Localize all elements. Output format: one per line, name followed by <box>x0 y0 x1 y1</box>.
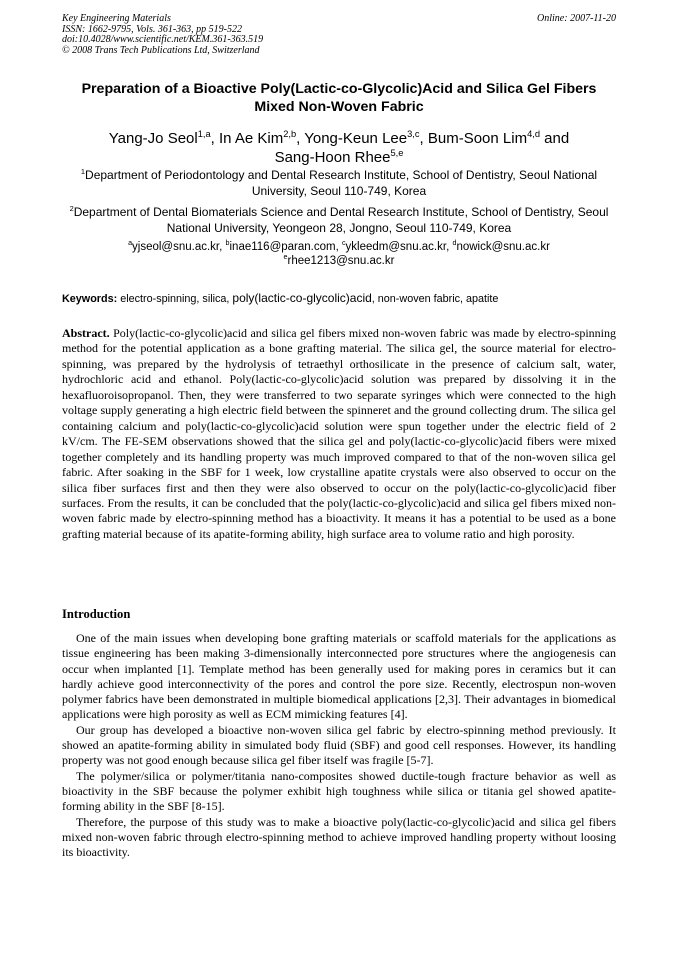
email-sup: a <box>128 239 133 248</box>
keywords-text: poly(lactic-co-glycolic)acid <box>232 291 372 305</box>
author-sup: 2,b <box>283 129 297 139</box>
email <box>284 255 395 267</box>
email-separator: , <box>446 241 453 253</box>
paragraph: The polymer/silica or polymer/titania nano-composites showed ductile-tough fracture behavior as well as bioactivity in the SBF because the polymer exhibit high toughness while silica or titania gel showed apatite-forming ability in the SBF [8-15]. <box>62 768 616 814</box>
author <box>428 130 569 147</box>
affiliation-text: Department of Periodontology and Dental Research Institute, School of Dentistry, Seoul National University, Seoul 110-749, Korea <box>85 168 598 198</box>
paragraph: Our group has developed a bioactive non-woven silica gel fabric by electro-spinning method previously. It showed an apatite-forming ability in simulated body fluid (SBF) and good cell responses. However, its handling property was not good enough because silica gel fiber itself was fragile [5-7]. <box>62 722 616 768</box>
abstract <box>62 326 616 542</box>
author-name: Bum-Soon Lim <box>427 130 528 147</box>
author-separator: and <box>540 130 570 147</box>
email-separator: , <box>335 241 342 253</box>
email-separator: , <box>219 241 226 253</box>
paper-title: Preparation of a Bioactive Poly(Lactic-co-Glycolic)Acid and Silica Gel Fibers Mixed Non-Woven Fabric <box>81 81 597 115</box>
email-address: yjseol@snu.ac.kr <box>132 241 220 253</box>
email <box>342 241 452 253</box>
author-name: Yong-Keun Lee <box>304 130 408 147</box>
doi-line: doi:10.4028/www.scientific.net/KEM.361-363.519 <box>62 34 264 46</box>
email-sup: c <box>341 239 346 248</box>
paragraph: Therefore, the purpose of this study was to make a bioactive poly(lactic-co-glycolic)acid and silica gel fibers mixed non-woven fabric through electro-spinning method to achieve improved handling property without loosing its bioactivity. <box>62 814 616 860</box>
email-sup: e <box>283 253 288 262</box>
affiliation-sup: 2 <box>69 204 74 213</box>
affiliation-text: Department of Dental Biomaterials Science and Dental Research Institute, School of Dentistry, Seoul National University, Yeongeon 28, Jongno, Seoul 110-749, Korea <box>73 205 609 235</box>
author <box>304 130 428 147</box>
paragraph: One of the main issues when developing bone grafting materials or scaffold materials for the applications as tissue engineering has been making 3-dimensionally interconnected pore structures where the angiogenesis can occur when implanted [1]. Template method has been generally used for making pores in ceramics but it can hardly achieve good interconnectivity of the pores and control the pore size. Recently, electrospun non-woven polymer fabrics have been demonstrated in multiple biomedical applications [2,3]. Their advantages in biomedical applications were high porosity as well as ECM mimicking features [4]. <box>62 631 616 722</box>
author-separator: , <box>210 130 219 147</box>
keywords-label: Keywords: <box>62 293 118 305</box>
abstract-text: Poly(lactic-co-glycolic)acid and silica gel fibers mixed non-woven fabric was made by electro-spinning method for the potential application as a bone grafting material. The silica gel, the source material for electro-spinning, was prepared by the hydrolysis of tetraethyl orthosilicate in the presence of calcium salt, water, hydrochloric acid and ethanol. Poly(lactic-co-glycolic)acid solution was prepared by dissolving it in the hexafluoroisopropanol. Then, they were transferred to two separate syringes which were connected to the high voltage supply generating a high electric field between the spinneret and the ground collecting drum. The silica gel containing calcium and poly(lactic-co-glycolic)acid solution were spun together under the electric field of 2 kV/cm. The FE-SEM observations showed that the silica gel and poly(lactic-co-glycolic)acid fibers were mixed together completely and its handling property was much improved compared to that of the non-woven silica gel fabric. After soaking in the SBF for 1 week, low crystalline apatite crystals were also observed to occur on the silica fiber surfaces first and then they were also observed to occur on the poly(lactic-co-glycolic)acid fiber surfaces. From the results, it can be concluded that the poly(lactic-co-glycolic)acid and silica gel fibers mixed non-woven fabric made by electro-spinning method has a bioactivity. It means it has a potential to be used as a bone grafting material because of its apatite-forming ability, high surface area to volume ratio and high porosity. <box>62 326 616 541</box>
author-separator: , <box>296 130 305 147</box>
email <box>452 241 549 253</box>
author-separator: , <box>419 130 428 147</box>
journal-name: Key Engineering Materials <box>62 13 171 24</box>
author-sup: 1,a <box>197 129 211 139</box>
author-list <box>62 130 616 167</box>
email <box>128 241 225 253</box>
author <box>219 130 304 147</box>
author-sup: 5,e <box>390 147 404 158</box>
email <box>226 241 342 253</box>
affiliation-sup: 1 <box>80 167 86 176</box>
author-name: Yang-Jo Seol <box>108 130 198 147</box>
issn-line: ISSN: 1662-9795, Vols. 361-363, pp 519-522 <box>62 23 242 35</box>
keywords-line <box>62 291 616 306</box>
affiliation-2 <box>62 205 616 236</box>
author <box>275 149 404 166</box>
author-name: In Ae Kim <box>219 130 284 147</box>
abstract-label: Abstract. <box>62 326 110 340</box>
email-address: rhee1213@snu.ac.kr <box>287 255 395 267</box>
author-sup: 4,d <box>527 129 541 139</box>
author <box>109 130 219 147</box>
keywords-text: , non-woven fabric, apatite <box>371 293 499 305</box>
email-address: inae116@paran.com <box>229 241 336 253</box>
email-address: nowick@snu.ac.kr <box>456 241 550 253</box>
affiliation-1 <box>62 168 616 199</box>
copyright-line: © 2008 Trans Tech Publications Ltd, Switzerland <box>62 44 260 56</box>
author-sup: 3,c <box>407 129 420 139</box>
email-sup: b <box>225 239 230 248</box>
email-list <box>62 240 616 268</box>
introduction-heading: Introduction <box>62 607 131 621</box>
journal-header <box>62 14 616 56</box>
email-sup: d <box>452 239 457 248</box>
email-address: ykleedm@snu.ac.kr <box>345 241 447 253</box>
online-date: Online: 2007-11-20 <box>537 13 616 24</box>
author-name: Sang-Hoon Rhee <box>274 148 391 166</box>
introduction-body <box>62 631 616 860</box>
keywords-text: electro-spinning, silica, <box>120 293 233 305</box>
